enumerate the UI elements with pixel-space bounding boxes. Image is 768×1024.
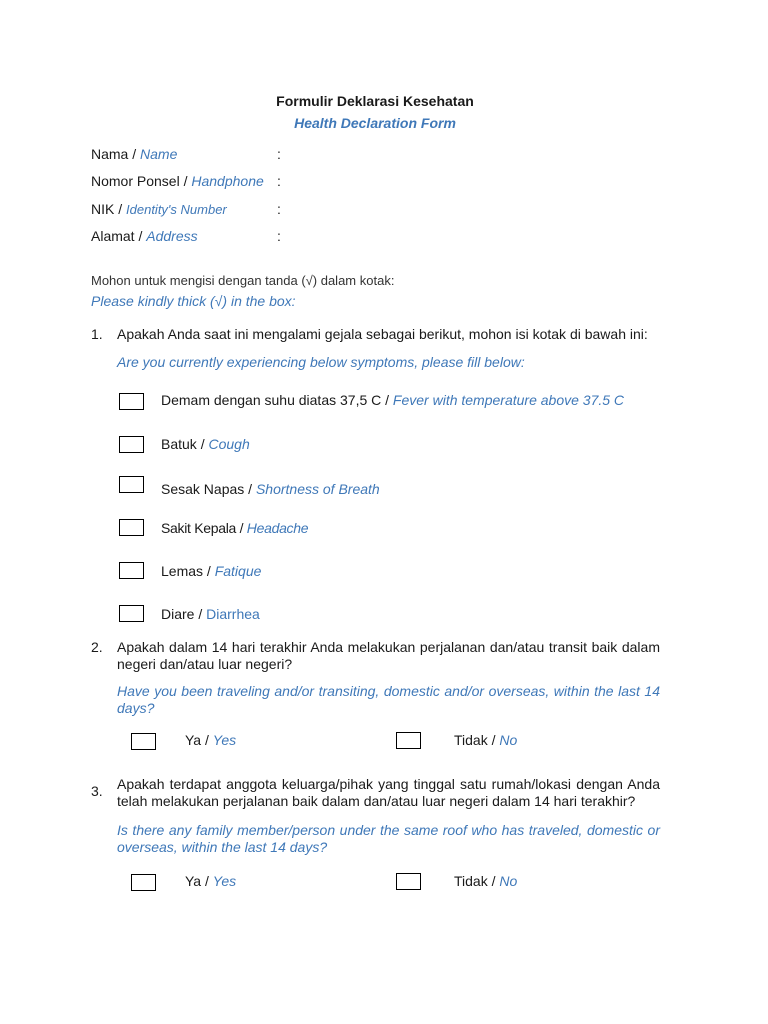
field-phone-colon: : [277, 173, 281, 189]
symptom-fatigue-checkbox[interactable] [119, 562, 144, 579]
field-nik-colon: : [277, 201, 281, 217]
question-3-yes-checkbox[interactable] [131, 874, 156, 891]
question-3-no-checkbox[interactable] [396, 873, 421, 890]
question-2-yes-label: Ya / Yes [185, 732, 237, 748]
field-phone-label: Nomor Ponsel / Handphone [91, 173, 264, 189]
question-3-text: Apakah terdapat anggota keluarga/pihak yang tinggal satu rumah/lokasi dengan Anda telah melakukan perjalanan baik dalam dan/atau luar negeri dalam 14 hari terakhir? [117, 776, 660, 809]
instruction-text-english: Please kindly thick (√) in the box: [91, 293, 296, 309]
question-2-number: 2. [91, 639, 103, 655]
question-2-yes-checkbox[interactable] [131, 733, 156, 750]
symptom-cough-label: Batuk / Cough [161, 436, 250, 452]
question-2-text-english: Have you been traveling and/or transiting, domestic and/or overseas, within the last 14 days? [117, 683, 660, 716]
symptom-headache-checkbox[interactable] [119, 519, 144, 536]
form-title-english: Health Declaration Form [294, 115, 456, 131]
question-3-number: 3. [91, 783, 103, 799]
question-1-text: Apakah Anda saat ini mengalami gejala sebagai berikut, mohon isi kotak di bawah ini: [117, 326, 648, 342]
question-2-no-checkbox[interactable] [396, 732, 421, 749]
question-3-text-english: Is there any family member/person under the same roof who has traveled, domestic or overseas, within the last 14 days? [117, 822, 660, 855]
question-2-no-label: Tidak / No [454, 732, 518, 748]
symptom-diarrhea-label: Diare / Diarrhea [161, 606, 260, 622]
symptom-shortness-of-breath-label: Sesak Napas / Shortness of Breath [161, 481, 380, 497]
symptom-cough-checkbox[interactable] [119, 436, 144, 453]
symptom-fever-label: Demam dengan suhu diatas 37,5 C / Fever with temperature above 37.5 C [161, 392, 625, 408]
symptom-fever-checkbox[interactable] [119, 393, 144, 410]
field-nik-label: NIK / Identity's Number [91, 201, 227, 217]
symptom-headache-label: Sakit Kepala / Headache [161, 520, 309, 536]
symptom-fatigue-label: Lemas / Fatique [161, 563, 262, 579]
form-title: Formulir Deklarasi Kesehatan [276, 93, 474, 109]
field-name-colon: : [277, 146, 281, 162]
field-address-label: Alamat / Address [91, 228, 198, 244]
question-1-text-english: Are you currently experiencing below symptoms, please fill below: [117, 354, 525, 370]
symptom-shortness-of-breath-checkbox[interactable] [119, 476, 144, 493]
question-3-no-label: Tidak / No [454, 873, 518, 889]
question-3-yes-label: Ya / Yes [185, 873, 237, 889]
field-name-label: Nama / Name [91, 146, 178, 162]
question-1-number: 1. [91, 326, 103, 342]
question-2-text: Apakah dalam 14 hari terakhir Anda melakukan perjalanan dan/atau transit baik dalam negeri dan/atau luar negeri? [117, 639, 660, 672]
field-address-colon: : [277, 228, 281, 244]
symptom-diarrhea-checkbox[interactable] [119, 605, 144, 622]
instruction-text: Mohon untuk mengisi dengan tanda (√) dalam kotak: [91, 273, 395, 288]
